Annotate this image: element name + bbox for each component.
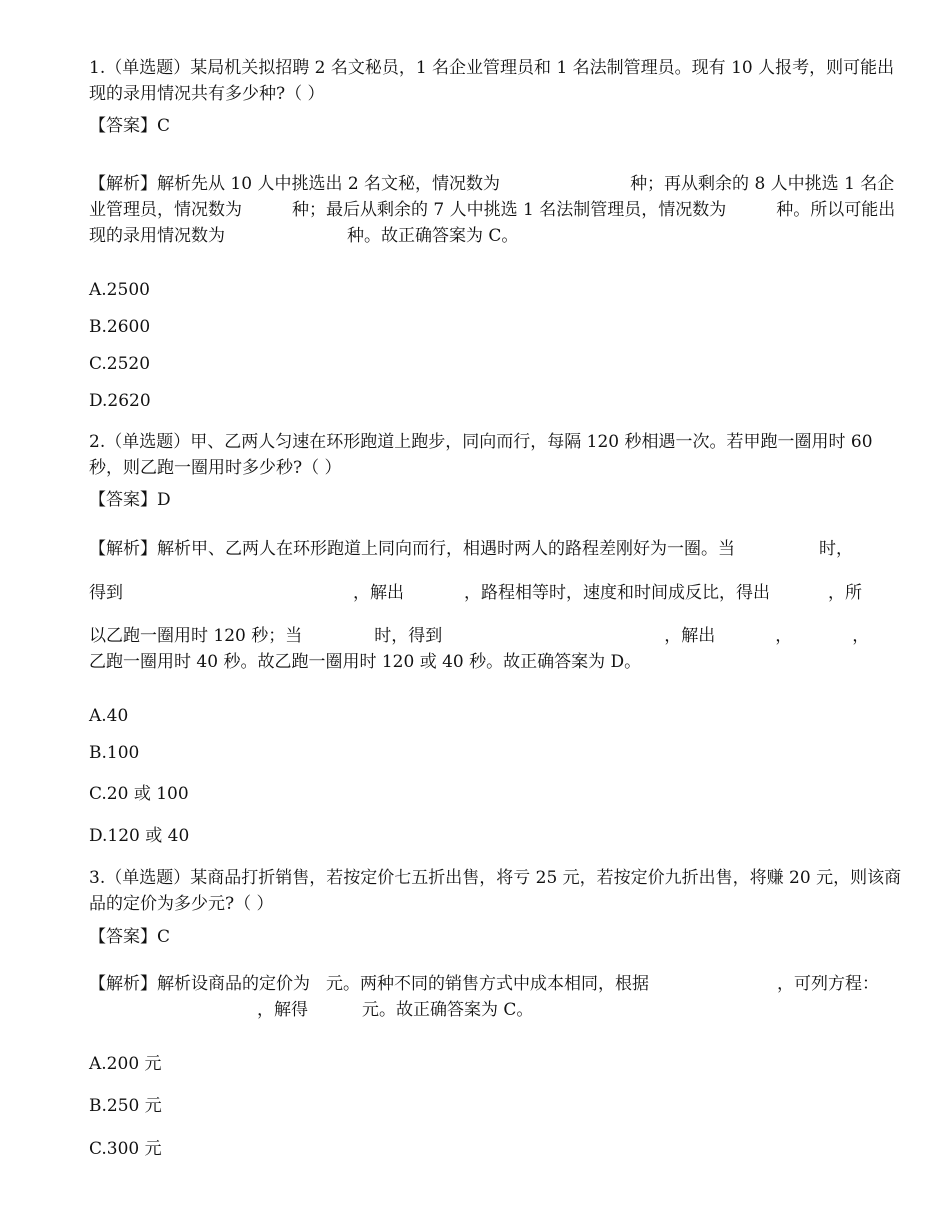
analysis-text: 时， bbox=[819, 539, 853, 559]
question-2-option-c: C.20 或 100 bbox=[89, 784, 189, 804]
question-1-analysis bbox=[89, 171, 904, 249]
analysis-text: ，可列方程： bbox=[777, 974, 879, 994]
analysis-text: ，解出 bbox=[353, 583, 404, 603]
analysis-text: 种；最后从剩余的 7 人中挑选 1 名法制管理员，情况数为 bbox=[292, 200, 727, 220]
question-3-option-b: B.250 元 bbox=[89, 1096, 162, 1116]
question-3-answer: 【答案】C bbox=[89, 927, 171, 947]
question-1-stem: 1.（单选题）某局机关拟招聘 2 名文秘员，1 名企业管理员和 1 名法制管理员。现有 10 人报考，则可能出现的录用情况共有多少种?（ ） bbox=[89, 58, 895, 104]
analysis-text: 种。故正确答案为 C。 bbox=[347, 226, 519, 246]
analysis-line bbox=[89, 580, 904, 606]
analysis-text: 元。故正确答案为 C。 bbox=[362, 1000, 534, 1020]
analysis-text: ， bbox=[775, 626, 793, 646]
analysis-text: 【解析】解析先从 10 人中挑选出 2 名文秘，情况数为 bbox=[89, 174, 501, 194]
analysis-line: 乙跑一圈用时 40 秒。故乙跑一圈用时 120 或 40 秒。故正确答案为 D。 bbox=[89, 652, 642, 672]
analysis-text: 以乙跑一圈用时 120 秒；当 bbox=[89, 626, 303, 646]
analysis-text: 时，得到 bbox=[374, 626, 443, 646]
question-2-option-d: D.120 或 40 bbox=[89, 826, 190, 846]
analysis-text: 【解析】解析甲、乙两人在环形跑道上同向而行，相遇时两人的路程差刚好为一圈。当 bbox=[89, 539, 735, 559]
analysis-text: ，所 bbox=[828, 583, 862, 603]
analysis-text: 【解析】解析设商品的定价为 bbox=[89, 974, 310, 994]
analysis-line bbox=[89, 536, 904, 562]
question-1-option-a: A.2500 bbox=[89, 280, 150, 300]
analysis-text: 种。所以可能出现的录用情况数为 bbox=[89, 200, 896, 246]
analysis-text: ， bbox=[852, 626, 870, 646]
question-1-answer: 【答案】C bbox=[89, 116, 171, 136]
analysis-text: 元。两种不同的销售方式中成本相同，根据 bbox=[326, 974, 649, 994]
question-3-analysis bbox=[89, 971, 904, 1023]
question-3-option-a: A.200 元 bbox=[89, 1054, 162, 1074]
question-3-option-c: C.300 元 bbox=[89, 1139, 162, 1159]
question-2-answer: 【答案】D bbox=[89, 490, 171, 510]
analysis-text: ，解得 bbox=[257, 1000, 308, 1020]
analysis-text: 得到 bbox=[89, 583, 123, 603]
question-1-option-b: B.2600 bbox=[89, 317, 151, 337]
question-1-option-c: C.2520 bbox=[89, 354, 151, 374]
analysis-text: ，路程相等时，速度和时间成反比，得出 bbox=[464, 583, 770, 603]
analysis-text: ，解出 bbox=[664, 626, 716, 646]
question-3-stem: 3.（单选题）某商品打折销售，若按定价七五折出售，将亏 25 元，若按定价九折出售，将赚 20 元，则该商品的定价为多少元?（ ） bbox=[89, 868, 902, 914]
question-2-option-a: A.40 bbox=[89, 706, 129, 726]
analysis-text: 种；再从剩余的 8 人中挑选 1 名企业管理员，情况数为 bbox=[89, 174, 895, 220]
analysis-line bbox=[89, 623, 904, 649]
question-2-option-b: B.100 bbox=[89, 743, 140, 763]
question-1-option-d: D.2620 bbox=[89, 391, 151, 411]
question-2-stem: 2.（单选题）甲、乙两人匀速在环形跑道上跑步，同向而行，每隔 120 秒相遇一次。若甲跑一圈用时 60 秒，则乙跑一圈用时多少秒?（ ） bbox=[89, 432, 873, 478]
